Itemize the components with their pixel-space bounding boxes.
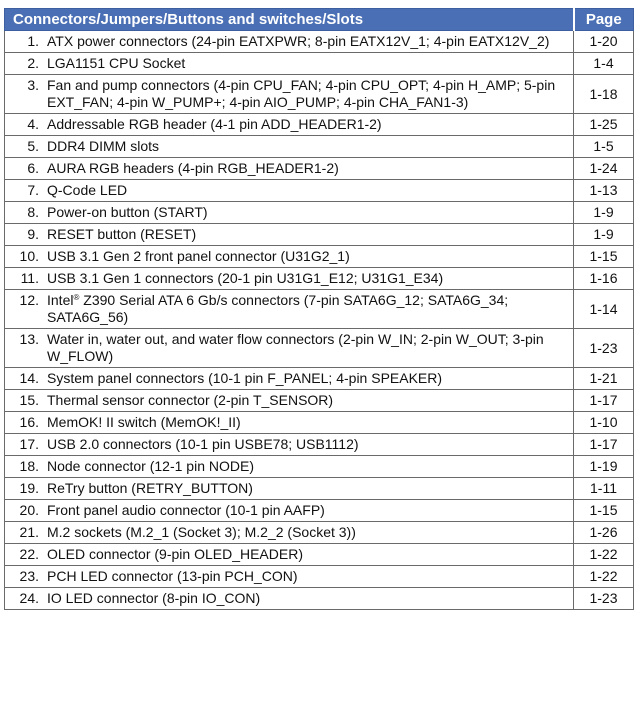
table-row: [5, 136, 634, 158]
table-row: [5, 566, 634, 588]
row-page: 1-11: [574, 478, 634, 500]
row-description: Front panel audio connector (10-1 pin AAFP): [47, 502, 325, 518]
row-description: USB 2.0 connectors (10-1 pin USBE78; USB1112): [47, 436, 359, 452]
row-description-rest: Z390 Serial ATA 6 Gb/s connectors (7-pin SATA6G_12; SATA6G_34; SATA6G_56): [47, 292, 509, 325]
row-page: 1-25: [574, 114, 634, 136]
row-page: 1-19: [574, 456, 634, 478]
row-number: 8.: [27, 204, 39, 220]
row-number: 10.: [19, 248, 39, 264]
row-number: 14.: [19, 370, 39, 386]
row-number: 9.: [27, 226, 39, 242]
row-number: 20.: [19, 502, 39, 518]
row-number: 4.: [27, 116, 39, 132]
row-description: Addressable RGB header (4-1 pin ADD_HEADER1-2): [47, 116, 382, 132]
table-row: [5, 368, 634, 390]
row-number: 21.: [19, 524, 39, 540]
row-page: 1-26: [574, 522, 634, 544]
table-row: [5, 114, 634, 136]
row-page: 1-14: [574, 290, 634, 329]
table-row: [5, 224, 634, 246]
row-description: MemOK! II switch (MemOK!_II): [47, 414, 241, 430]
table-row: [5, 478, 634, 500]
row-number: 2.: [27, 55, 39, 71]
row-number: 16.: [19, 414, 39, 430]
table-row: [5, 329, 634, 368]
row-description: System panel connectors (10-1 pin F_PANEL; 4-pin SPEAKER): [47, 370, 443, 386]
intel-brand: Intel: [47, 292, 74, 308]
table-row: [5, 246, 634, 268]
table-row: [5, 290, 634, 329]
row-description: M.2 sockets (M.2_1 (Socket 3); M.2_2 (Socket 3)): [47, 524, 356, 540]
row-number: 13.: [19, 331, 39, 347]
row-page: 1-9: [574, 224, 634, 246]
row-number: 7.: [27, 182, 39, 198]
row-number: 17.: [19, 436, 39, 452]
row-page: 1-22: [574, 544, 634, 566]
table-row: [5, 31, 634, 53]
registered-mark: ®: [73, 293, 80, 302]
row-page: 1-17: [574, 390, 634, 412]
row-page: 1-15: [574, 500, 634, 522]
table-row: [5, 544, 634, 566]
connectors-table: [4, 8, 634, 610]
table-row: [5, 390, 634, 412]
row-description: AURA RGB headers (4-pin RGB_HEADER1-2): [47, 160, 339, 176]
row-description: DDR4 DIMM slots: [47, 138, 160, 154]
table-row: [5, 500, 634, 522]
table-row: [5, 180, 634, 202]
row-description: ReTry button (RETRY_BUTTON): [47, 480, 253, 496]
row-description: Thermal sensor connector (2-pin T_SENSOR): [47, 392, 334, 408]
table-row: [5, 456, 634, 478]
row-description: ATX power connectors (24-pin EATXPWR; 8-pin EATX12V_1; 4-pin EATX12V_2): [47, 33, 550, 49]
row-description: USB 3.1 Gen 2 front panel connector (U31G2_1): [47, 248, 350, 264]
table-row: [5, 202, 634, 224]
row-description: IO LED connector (8-pin IO_CON): [47, 590, 261, 606]
row-number: 6.: [27, 160, 39, 176]
table-row: [5, 75, 634, 114]
row-number: 18.: [19, 458, 39, 474]
row-number: 24.: [19, 590, 39, 606]
table-row: [5, 53, 634, 75]
row-page: 1-15: [574, 246, 634, 268]
row-page: 1-24: [574, 158, 634, 180]
row-description: RESET button (RESET): [47, 226, 197, 242]
row-page: 1-22: [574, 566, 634, 588]
row-description: OLED connector (9-pin OLED_HEADER): [47, 546, 303, 562]
table-row: [5, 588, 634, 610]
row-page: 1-23: [574, 329, 634, 368]
row-number: 12.: [19, 292, 39, 308]
table-row: [5, 412, 634, 434]
table-header-row: [5, 9, 634, 31]
connectors-table-container: [4, 8, 633, 610]
row-page: 1-21: [574, 368, 634, 390]
row-description: Node connector (12-1 pin NODE): [47, 458, 254, 474]
row-number: 3.: [27, 77, 39, 93]
row-description: Power-on button (START): [47, 204, 208, 220]
row-page: 1-10: [574, 412, 634, 434]
table-row: [5, 268, 634, 290]
row-page: 1-4: [574, 53, 634, 75]
row-page: 1-20: [574, 31, 634, 53]
row-description: Q-Code LED: [47, 182, 128, 198]
row-page: 1-17: [574, 434, 634, 456]
table-header-title: Connectors/Jumpers/Buttons and switches/Slots: [5, 9, 574, 31]
row-page: 1-23: [574, 588, 634, 610]
row-page: 1-18: [574, 75, 634, 114]
table-row: [5, 158, 634, 180]
row-number: 11.: [20, 270, 39, 286]
row-description: USB 3.1 Gen 1 connectors (20-1 pin U31G1_E12; U31G1_E34): [47, 270, 444, 286]
row-number: 22.: [19, 546, 39, 562]
row-number: 23.: [19, 568, 39, 584]
row-page: 1-5: [574, 136, 634, 158]
table-row: [5, 434, 634, 456]
table-header-page: Page: [574, 9, 634, 31]
row-page: 1-9: [574, 202, 634, 224]
row-page: 1-16: [574, 268, 634, 290]
row-number: 1.: [27, 33, 39, 49]
row-description: LGA1151 CPU Socket: [47, 55, 186, 71]
row-number: 5.: [27, 138, 39, 154]
row-description: PCH LED connector (13-pin PCH_CON): [47, 568, 298, 584]
row-number: 15.: [19, 392, 39, 408]
table-row: [5, 522, 634, 544]
row-description: [47, 292, 569, 326]
row-number: 19.: [19, 480, 39, 496]
row-description: Fan and pump connectors (4-pin CPU_FAN; 4-pin CPU_OPT; 4-pin H_AMP; 5-pin EXT_FAN; 4-pin W_PUMP+; 4-pin AIO_PUMP; 4-pin CHA_FAN1-3): [47, 77, 556, 110]
row-description: Water in, water out, and water flow connectors (2-pin W_IN; 2-pin W_OUT; 3-pin W_FLOW): [47, 331, 544, 364]
row-page: 1-13: [574, 180, 634, 202]
